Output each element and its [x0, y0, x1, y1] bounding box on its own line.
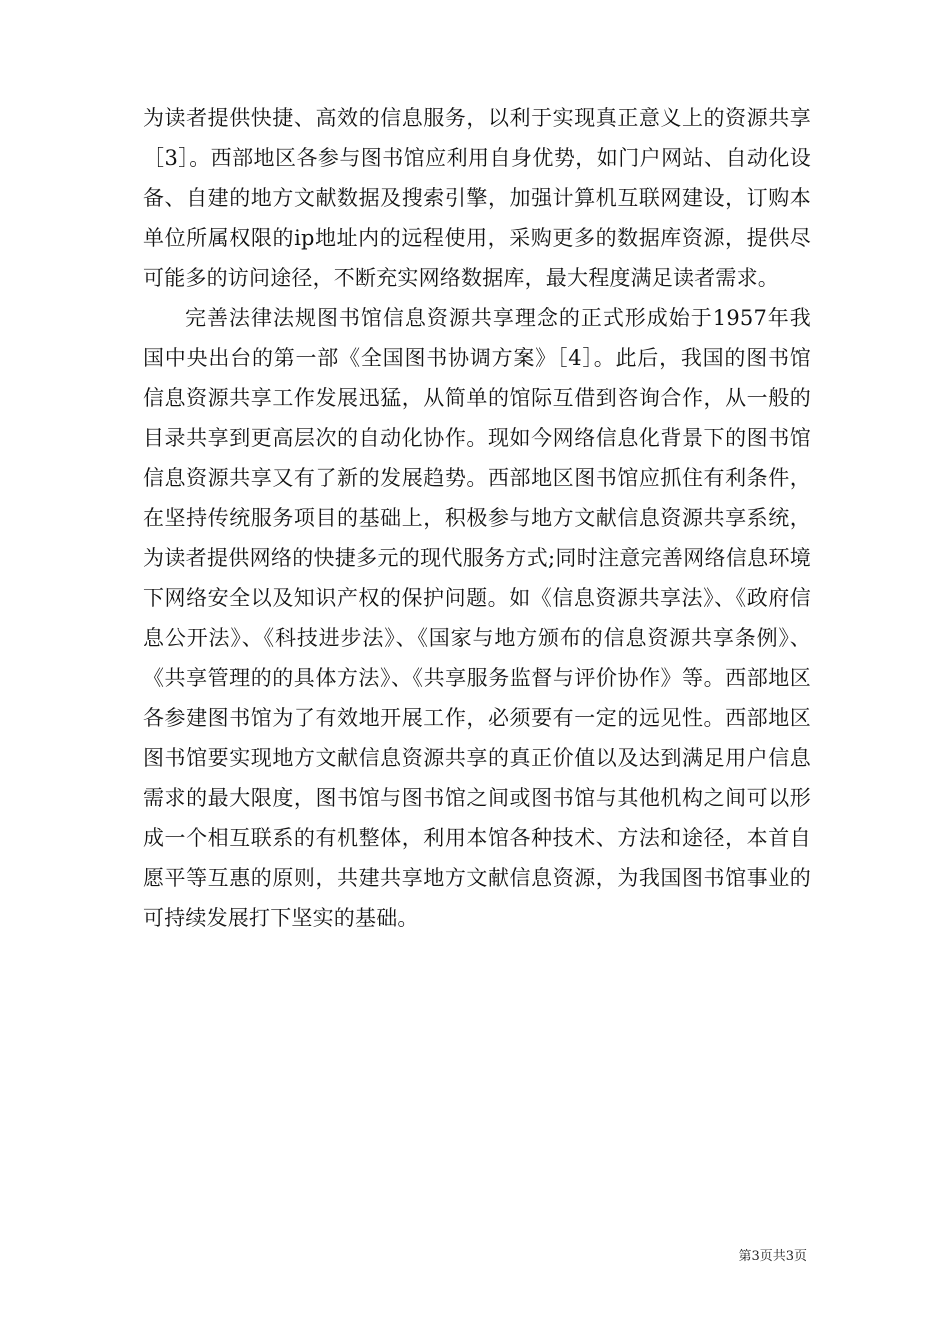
paragraph-2: 完善法律法规图书馆信息资源共享理念的正式形成始于1957年我国中央出台的第一部《全国图书协调方案》［4］。此后，我国的图书馆信息资源共享工作发展迅猛，从简单的馆际互借到咨询合作，从一般的目录共享到更高层次的自动化协作。现如今网络信息化背景下的图书馆信息资源共享又有了新的发展趋势。西部地区图书馆应抓住有利条件，在坚持传统服务项目的基础上，积极参与地方文献信息资源共享系统，为读者提供网络的快捷多元的现代服务方式;同时注意完善网络信息环境下网络安全以及知识产权的保护问题。如《信息资源共享法》、《政府信息公开法》、《科技进步法》、《国家与地方颁布的信息资源共享条例》、《共享管理的的具体方法》、《共享服务监督与评价协作》等。西部地区各参建图书馆为了有效地开展工作，必须要有一定的远见性。西部地区图书馆要实现地方文献信息资源共享的真正价值以及达到满足用户信息需求的最大限度，图书馆与图书馆之间或图书馆与其他机构之间可以形成一个相互联系的有机整体，利用本馆各种技术、方法和途径，本首自愿平等互惠的原则，共建共享地方文献信息资源，为我国图书馆事业的可持续发展打下坚实的基础。 [143, 306, 811, 930]
paragraph-1: 为读者提供快捷、高效的信息服务，以利于实现真正意义上的资源共享［3］。西部地区各参与图书馆应利用自身优势，如门户网站、自动化设备、自建的地方文献数据及搜索引擎，加强计算机互联网建设，订购本单位所属权限的ip地址内的远程使用，采购更多的数据库资源，提供尽可能多的访问途径，不断充实网络数据库，最大程度满足读者需求。 [143, 106, 811, 290]
page-number-footer: 第3页共3页 [738, 1249, 807, 1264]
body-text [143, 98, 811, 938]
